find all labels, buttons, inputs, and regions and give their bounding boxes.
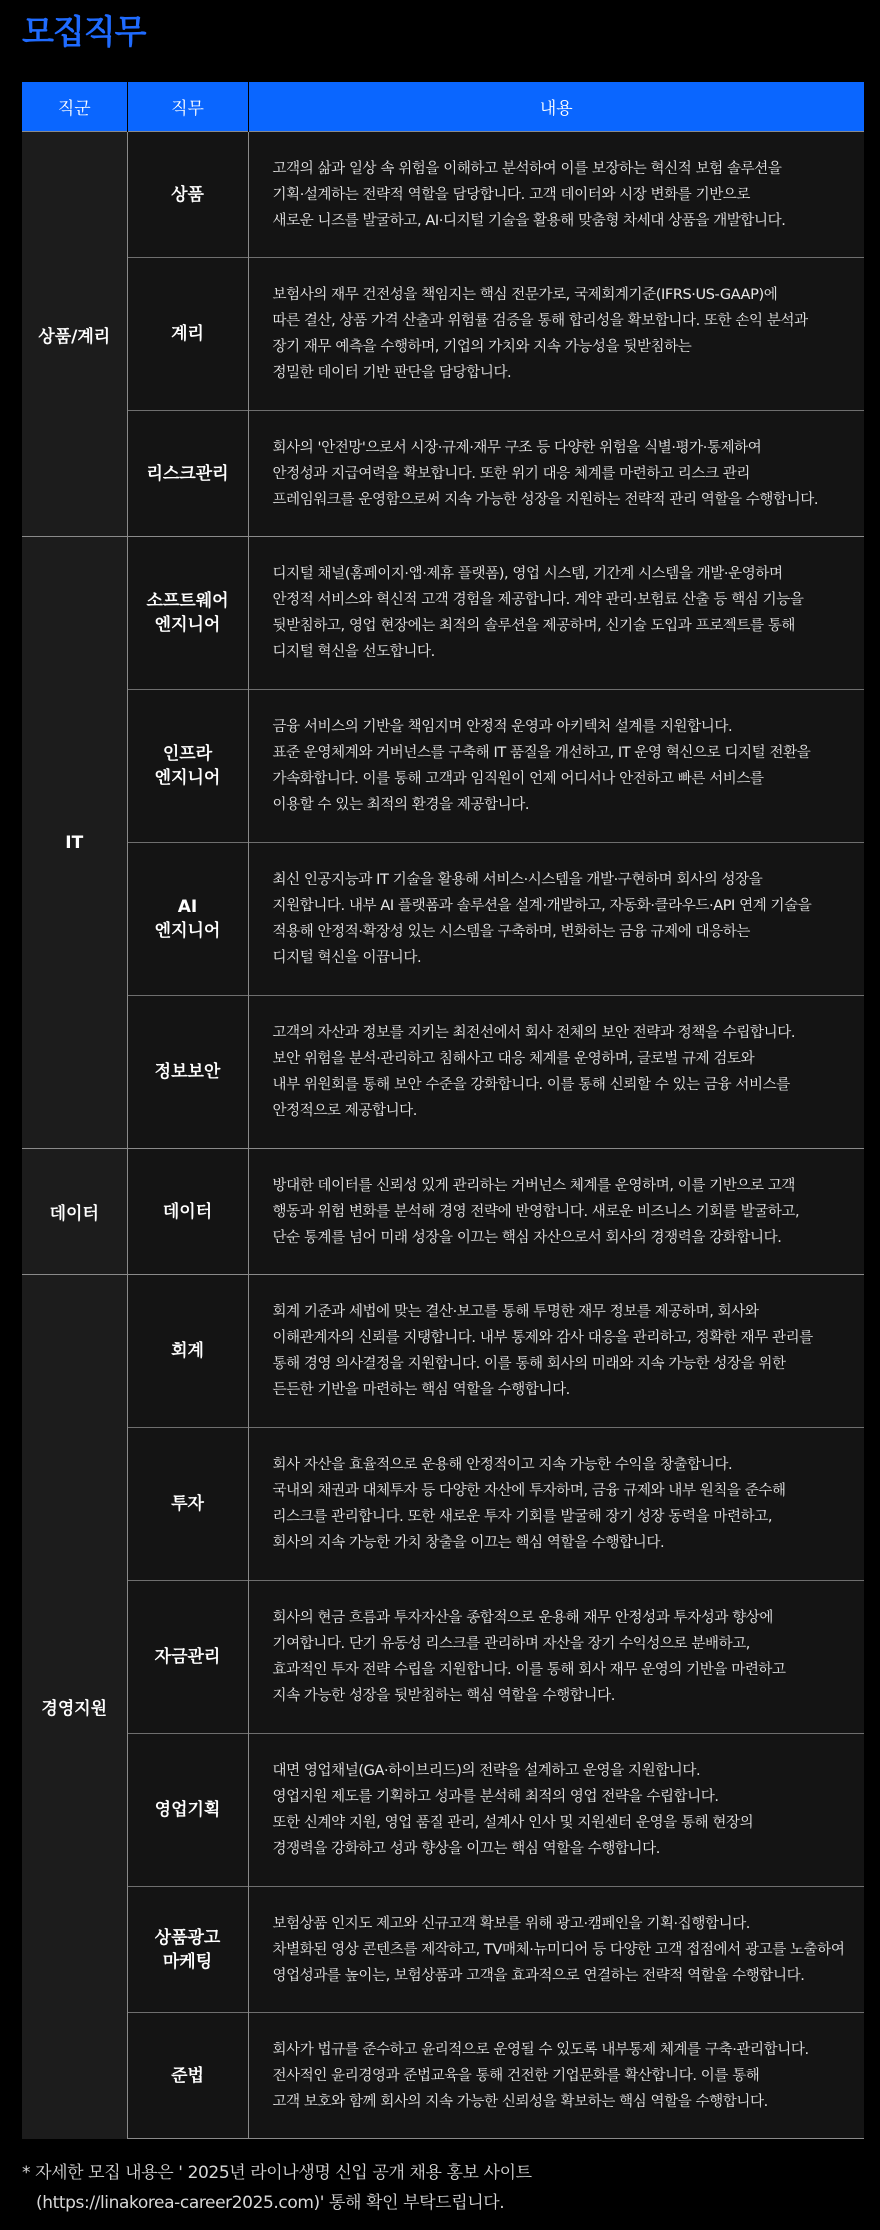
- job-name-cell: [127, 1149, 248, 1275]
- description-line: 회사가 법규를 준수하고 윤리적으로 운영될 수 있도록 내부통제 체계를 구축·관리합니다.: [272, 2041, 809, 2058]
- description-line: 경쟁력을 강화하고 성과 향상을 이끄는 핵심 역할을 수행합니다.: [272, 1841, 660, 1857]
- job-name-line: 인프라: [162, 744, 213, 764]
- description-line: 표준 운영체계와 거버넌스를 구축해 IT 품질을 개선하고, IT 운영 혁신으로 디지털 전환을: [272, 745, 811, 761]
- table-row: [22, 1887, 864, 2013]
- description-line: 회사의 '안전망'으로서 시장·규제·재무 구조 등 다양한 위험을 식별·평가·통제하여: [272, 439, 762, 456]
- table-row: [22, 2013, 864, 2139]
- job-name-line: 정보보안: [154, 1062, 221, 1082]
- description-line: 영업지원 제도를 기획하고 성과를 분석해 최적의 영업 전략을 수립합니다.: [272, 1789, 719, 1805]
- description-line: 기여합니다. 단기 유동성 리스크를 관리하며 자산을 장기 수익성으로 분배하고,: [272, 1636, 751, 1652]
- description-line: 지원합니다. 내부 AI 플랫폼과 솔루션을 설계·개발하고, 자동화·클라우드·API 연계 기술을: [272, 898, 812, 914]
- table-row: [22, 1734, 864, 1887]
- job-name-cell: [127, 258, 248, 411]
- job-name-cell: [127, 843, 248, 996]
- description-line: 적용해 안정적·확장성 있는 시스템을 구축하며, 변화하는 금융 규제에 대응하는: [272, 924, 751, 940]
- table-row: [22, 258, 864, 411]
- job-name-line: 준법: [171, 2065, 204, 2086]
- table-row: [22, 996, 864, 1149]
- job-description-cell: [248, 690, 864, 843]
- description-line: 최신 인공지능과 IT 기술을 활용해 서비스·시스템을 개발·구현하며 회사의 성장을: [272, 872, 763, 888]
- job-description-cell: [248, 132, 864, 258]
- job-name-line: 리스크관리: [146, 463, 229, 484]
- job-name-cell: [127, 132, 248, 258]
- job-description-cell: [248, 1581, 864, 1734]
- job-name-cell: [127, 1581, 248, 1734]
- description-line: 영업성과를 높이는, 보험상품과 고객을 효과적으로 연결하는 전략적 역할을 수행합니다.: [272, 1967, 805, 1984]
- category-cell: 상품/계리: [22, 132, 127, 537]
- job-name-cell: [127, 411, 248, 537]
- table-row: [22, 537, 864, 690]
- job-name-line: 엔지니어: [154, 921, 221, 941]
- description-line: 보험상품 인지도 제고와 신규고객 확보를 위해 광고·캠페인을 기획·집행합니다.: [272, 1915, 751, 1932]
- header-description: 내용: [248, 82, 864, 132]
- description-line: 회사의 현금 흐름과 투자자산을 종합적으로 운용해 재무 안정성과 투자성과 향상에: [272, 1610, 774, 1626]
- footnote-line: * 자세한 모집 내용은 ' 2025년 라이나생명 신입 공개 채용 홍보 사이트: [22, 2163, 532, 2183]
- description-line: 고객의 삶과 일상 속 위험을 이해하고 분석하여 이를 보장하는 혁신적 보험 솔루션을: [272, 160, 782, 177]
- description-line: 전사적인 윤리경영과 준법교육을 통해 건전한 기업문화를 확산합니다. 이를 통해: [272, 2067, 760, 2084]
- description-line: 국내외 채권과 대체투자 등 다양한 자산에 투자하며, 금융 규제와 내부 원칙을 준수해: [272, 1483, 786, 1499]
- description-line: 보안 위험을 분석·관리하고 침해사고 대응 체계를 운영하며, 글로벌 규제 검토와: [272, 1051, 755, 1067]
- job-description-cell: [248, 1887, 864, 2013]
- description-line: 보험사의 재무 건전성을 책임지는 핵심 전문가로, 국제회계기준(IFRS·US-GAAP)에: [272, 287, 778, 303]
- description-line: 정밀한 데이터 기반 판단을 담당합니다.: [272, 365, 512, 381]
- category-cell: 경영지원: [22, 1275, 127, 2139]
- description-line: 내부 위원회를 통해 보안 수준을 강화합니다. 이를 통해 신뢰할 수 있는 금융 서비스를: [272, 1077, 790, 1093]
- table-row: [22, 132, 864, 258]
- description-line: 안정성과 지급여력을 확보합니다. 또한 위기 대응 체계를 마련하고 리스크 관리: [272, 465, 751, 482]
- description-line: 따른 결산, 상품 가격 산출과 위험률 검증을 통해 합리성을 확보합니다. 또한 손익 분석과: [272, 313, 808, 329]
- job-table: [22, 82, 864, 2139]
- description-line: 고객의 자산과 정보를 지키는 최전선에서 회사 전체의 보안 전략과 정책을 수립합니다.: [272, 1025, 796, 1041]
- description-line: 고객 보호와 함께 회사의 지속 가능한 신뢰성을 확보하는 핵심 역할을 수행합니다.: [272, 2093, 768, 2110]
- table-body: [22, 132, 864, 2139]
- description-line: 안정적으로 제공합니다.: [272, 1103, 417, 1119]
- job-description-cell: [248, 258, 864, 411]
- job-name-line: 마케팅: [162, 1951, 213, 1972]
- job-name-cell: [127, 1887, 248, 2013]
- description-line: 디지털 혁신을 이끕니다.: [272, 950, 422, 966]
- job-description-cell: [248, 1149, 864, 1275]
- table-row: [22, 411, 864, 537]
- description-line: 안정적 서비스와 혁신적 고객 경험을 제공합니다. 계약 관리·보험료 산출 등 핵심 기능을: [272, 592, 804, 608]
- job-name-line: 상품: [171, 184, 204, 205]
- job-name-line: 엔지니어: [154, 768, 221, 788]
- table-row: [22, 1581, 864, 1734]
- description-line: 회사의 지속 가능한 가치 창출을 이끄는 핵심 역할을 수행합니다.: [272, 1535, 665, 1551]
- description-line: 뒷받침하고, 영업 현장에는 최적의 솔루션을 제공하며, 신기술 도입과 프로젝트를 통해: [272, 618, 796, 634]
- description-line: 회사 자산을 효율적으로 운용해 안정적이고 지속 가능한 수익을 창출합니다.: [272, 1457, 733, 1473]
- job-name-line: 회계: [171, 1341, 204, 1361]
- footnote-line: (https://linakorea-career2025.com)' 통해 확인 부탁드립니다.: [36, 2193, 505, 2213]
- table-row: [22, 843, 864, 996]
- job-name-cell: [127, 537, 248, 690]
- job-description-cell: [248, 2013, 864, 2139]
- job-name-cell: [127, 690, 248, 843]
- description-line: 리스크를 관리합니다. 또한 새로운 투자 기회를 발굴해 장기 성장 동력을 마련하고,: [272, 1509, 773, 1525]
- job-description-cell: [248, 996, 864, 1149]
- job-name-line: 상품광고: [154, 1927, 221, 1948]
- job-name-line: 소프트웨어: [146, 591, 229, 611]
- description-line: 회계 기준과 세법에 맞는 결산·보고를 통해 투명한 재무 정보를 제공하며, 회사와: [272, 1304, 759, 1320]
- job-name-cell: [127, 1734, 248, 1887]
- job-name-line: 계리: [171, 324, 204, 344]
- job-description-cell: [248, 1275, 864, 1428]
- category-cell: 데이터: [22, 1149, 127, 1275]
- job-description-cell: [248, 411, 864, 537]
- job-name-cell: [127, 2013, 248, 2139]
- description-line: 차별화된 영상 콘텐츠를 제작하고, TV매체·뉴미디어 등 다양한 고객 접점에서 광고를 노출하여: [272, 1941, 845, 1958]
- description-line: 통해 경영 의사결정을 지원합니다. 이를 통해 회사의 미래와 지속 가능한 성장을 위한: [272, 1356, 786, 1372]
- header-category: 직군: [22, 82, 127, 132]
- job-description-cell: [248, 1734, 864, 1887]
- description-line: 지속 가능한 성장을 뒷받침하는 핵심 역할을 수행합니다.: [272, 1688, 615, 1704]
- footnote: [22, 2158, 532, 2218]
- header-job: 직무: [127, 82, 248, 132]
- job-name-line: 영업기획: [154, 1800, 221, 1820]
- description-line: 디지털 채널(홈페이지·앱·제휴 플랫폼), 영업 시스템, 기간계 시스템을 개발·운영하며: [272, 566, 783, 582]
- job-name-line: 엔지니어: [154, 615, 221, 635]
- description-line: 방대한 데이터를 신뢰성 있게 관리하는 거버넌스 체계를 운영하며, 이를 기반으로 고객: [272, 1177, 796, 1194]
- description-line: 또한 신계약 지원, 영업 품질 관리, 설계사 인사 및 지원센터 운영을 통해 현장의: [272, 1815, 754, 1831]
- job-description-cell: [248, 1428, 864, 1581]
- table-row: [22, 1149, 864, 1275]
- job-name-cell: [127, 1275, 248, 1428]
- description-line: 가속화합니다. 이를 통해 고객과 임직원이 언제 어디서나 안전하고 빠른 서비스를: [272, 771, 764, 787]
- description-line: 디지털 혁신을 선도합니다.: [272, 644, 435, 660]
- table-row: [22, 690, 864, 843]
- description-line: 단순 통계를 넘어 미래 성장을 이끄는 핵심 자산으로서 회사의 경쟁력을 강화합니다.: [272, 1229, 782, 1246]
- description-line: 든든한 기반을 마련하는 핵심 역할을 수행합니다.: [272, 1382, 570, 1398]
- description-line: 이해관계자의 신뢰를 지탱합니다. 내부 통제와 감사 대응을 관리하고, 정확한 재무 관리를: [272, 1330, 813, 1346]
- job-description-cell: [248, 843, 864, 996]
- job-name-line: AI: [177, 897, 198, 917]
- job-name-cell: [127, 1428, 248, 1581]
- description-line: 기획·설계하는 전략적 역할을 담당합니다. 고객 데이터와 시장 변화를 기반으로: [272, 186, 751, 203]
- page-title: 모집직무: [22, 12, 146, 51]
- table-row: [22, 1428, 864, 1581]
- job-name-line: 자금관리: [154, 1647, 221, 1667]
- description-line: 이용할 수 있는 최적의 환경을 제공합니다.: [272, 797, 530, 813]
- table-row: [22, 1275, 864, 1428]
- description-line: 프레임워크를 운영함으로써 지속 가능한 성장을 지원하는 전략적 관리 역할을 수행합니다.: [272, 491, 819, 508]
- table-header-row: [22, 82, 864, 132]
- description-line: 행동과 위험 변화를 분석해 경영 전략에 반영합니다. 새로운 비즈니스 기회를 발굴하고,: [272, 1203, 800, 1220]
- category-cell: IT: [22, 537, 127, 1149]
- description-line: 새로운 니즈를 발굴하고, AI·디지털 기술을 활용해 맞춤형 차세대 상품을 개발합니다.: [272, 212, 786, 229]
- job-description-cell: [248, 537, 864, 690]
- description-line: 대면 영업채널(GA·하이브리드)의 전략을 설계하고 운영을 지원합니다.: [272, 1763, 701, 1779]
- job-name-line: 데이터: [162, 1201, 213, 1222]
- description-line: 장기 재무 예측을 수행하며, 기업의 가치와 지속 가능성을 뒷받침하는: [272, 339, 692, 355]
- job-name-cell: [127, 996, 248, 1149]
- description-line: 효과적인 투자 전략 수립을 지원합니다. 이를 통해 회사 재무 운영의 기반을 마련하고: [272, 1662, 786, 1678]
- job-name-line: 투자: [171, 1494, 204, 1514]
- description-line: 금융 서비스의 기반을 책임지며 안정적 운영과 아키텍처 설계를 지원합니다.: [272, 719, 733, 735]
